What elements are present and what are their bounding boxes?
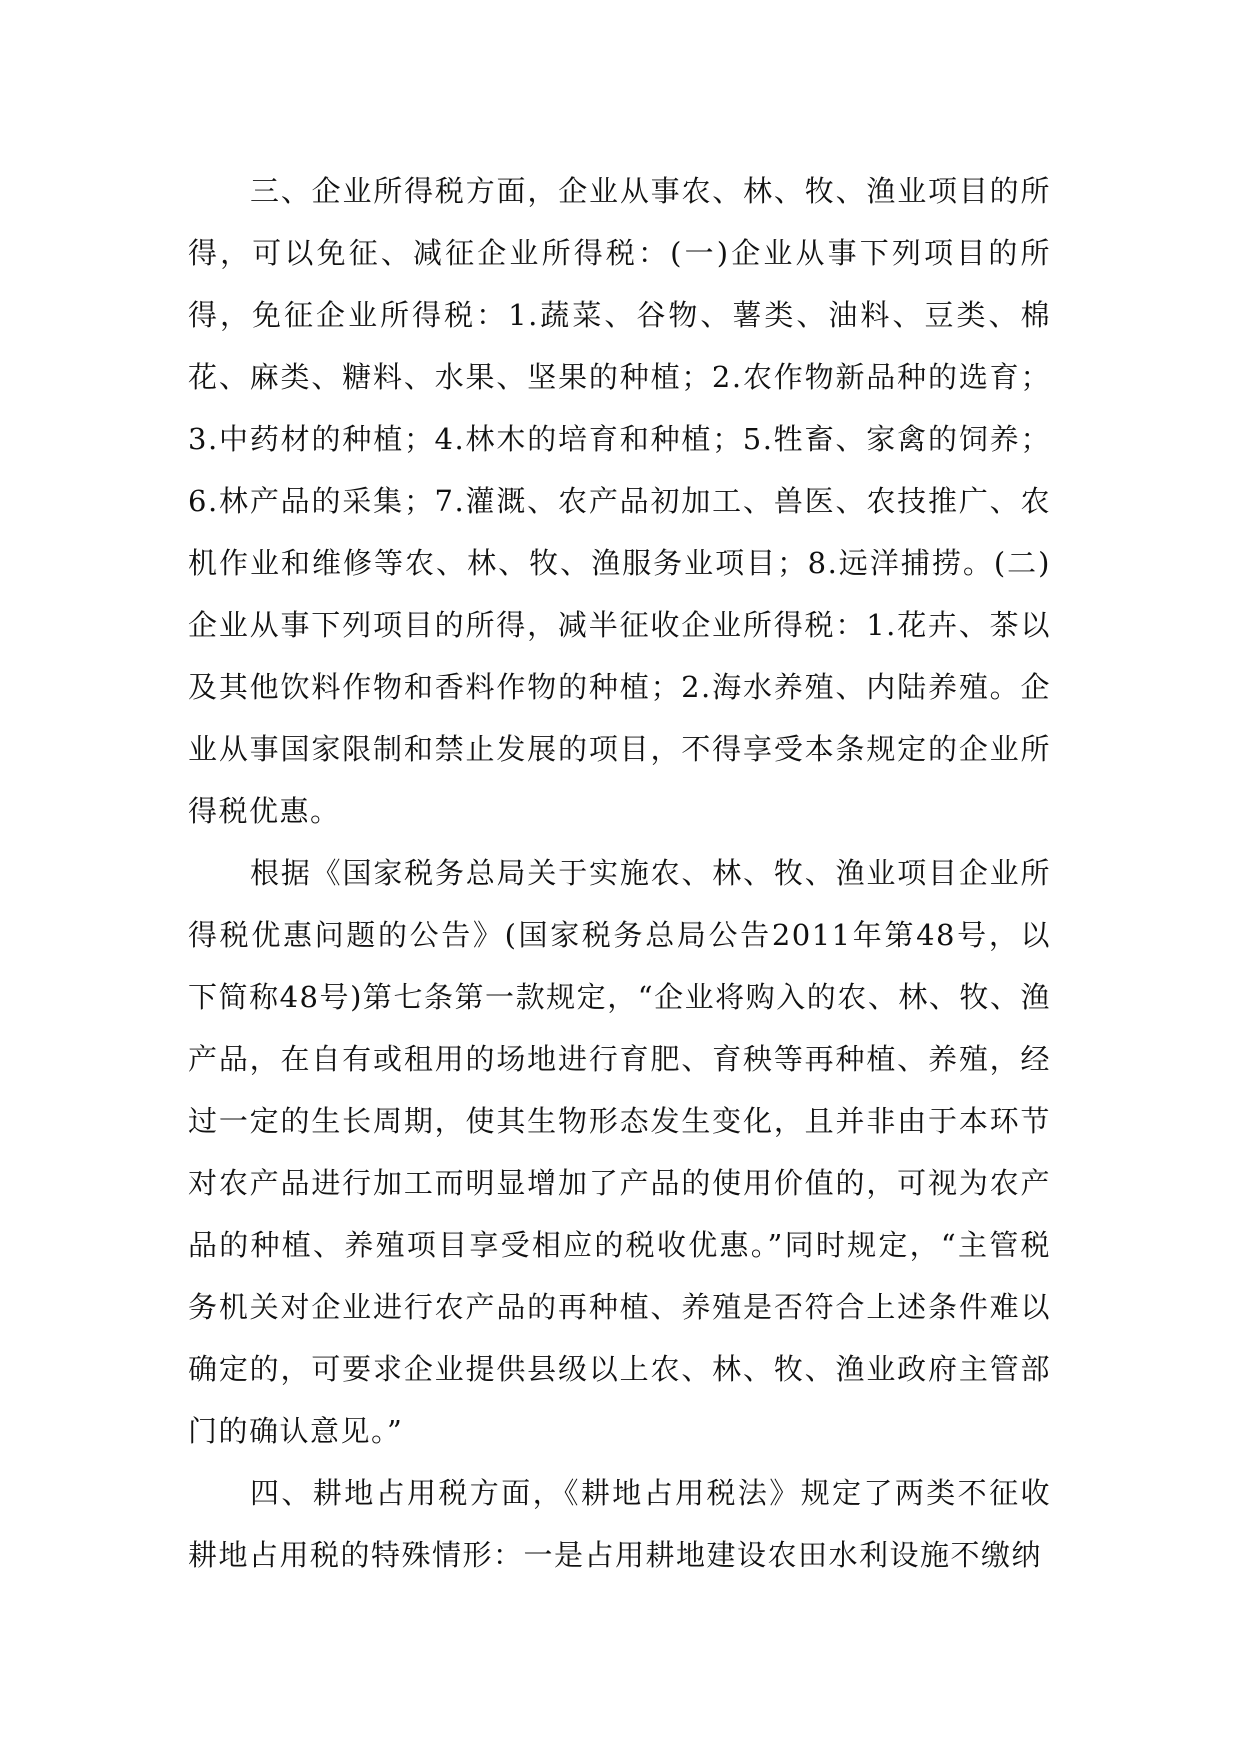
document-page bbox=[188, 160, 1051, 1586]
paragraph-farmland-occupation-tax: 四、耕地占用税方面，《耕地占用税法》规定了两类不征收耕地占用税的特殊情形：一是占用耕地建设农田水利设施不缴纳 bbox=[188, 1476, 1051, 1572]
paragraph-corporate-income-tax: 三、企业所得税方面，企业从事农、林、牧、渔业项目的所得，可以免征、减征企业所得税：(一)企业从事下列项目的所得，免征企业所得税：1.蔬菜、谷物、薯类、油料、豆类、棉花、麻类、糖料、水果、坚果的种植；2.农作物新品种的选育；3.中药材的种植；4.林木的培育和种植；5.牲畜、家禽的饲养；6.林产品的采集；7.灌溉、农产品初加工、兽医、农技推广、农机作业和维修等农、林、牧、渔服务业项目；8.远洋捕捞。(二)企业从事下列项目的所得，减半征收企业所得税：1.花卉、茶以及其他饮料作物和香料作物的种植；2.海水养殖、内陆养殖。企业从事国家限制和禁止发展的项目，不得享受本条规定的企业所得税优惠。 bbox=[188, 174, 1051, 828]
paragraph-announcement-48: 根据《国家税务总局关于实施农、林、牧、渔业项目企业所得税优惠问题的公告》(国家税务总局公告2011年第48号，以下简称48号)第七条第一款规定，“企业将购入的农、林、牧、渔产品，在自有或租用的场地进行育肥、育秧等再种植、养殖，经过一定的生长周期，使其生物形态发生变化，且并非由于本环节对农产品进行加工而明显增加了产品的使用价值的，可视为农产品的种植、养殖项目享受相应的税收优惠。”同时规定，“主管税务机关对企业进行农产品的再种植、养殖是否符合上述条件难以确定的，可要求企业提供县级以上农、林、牧、渔业政府主管部门的确认意见。” bbox=[188, 856, 1051, 1448]
